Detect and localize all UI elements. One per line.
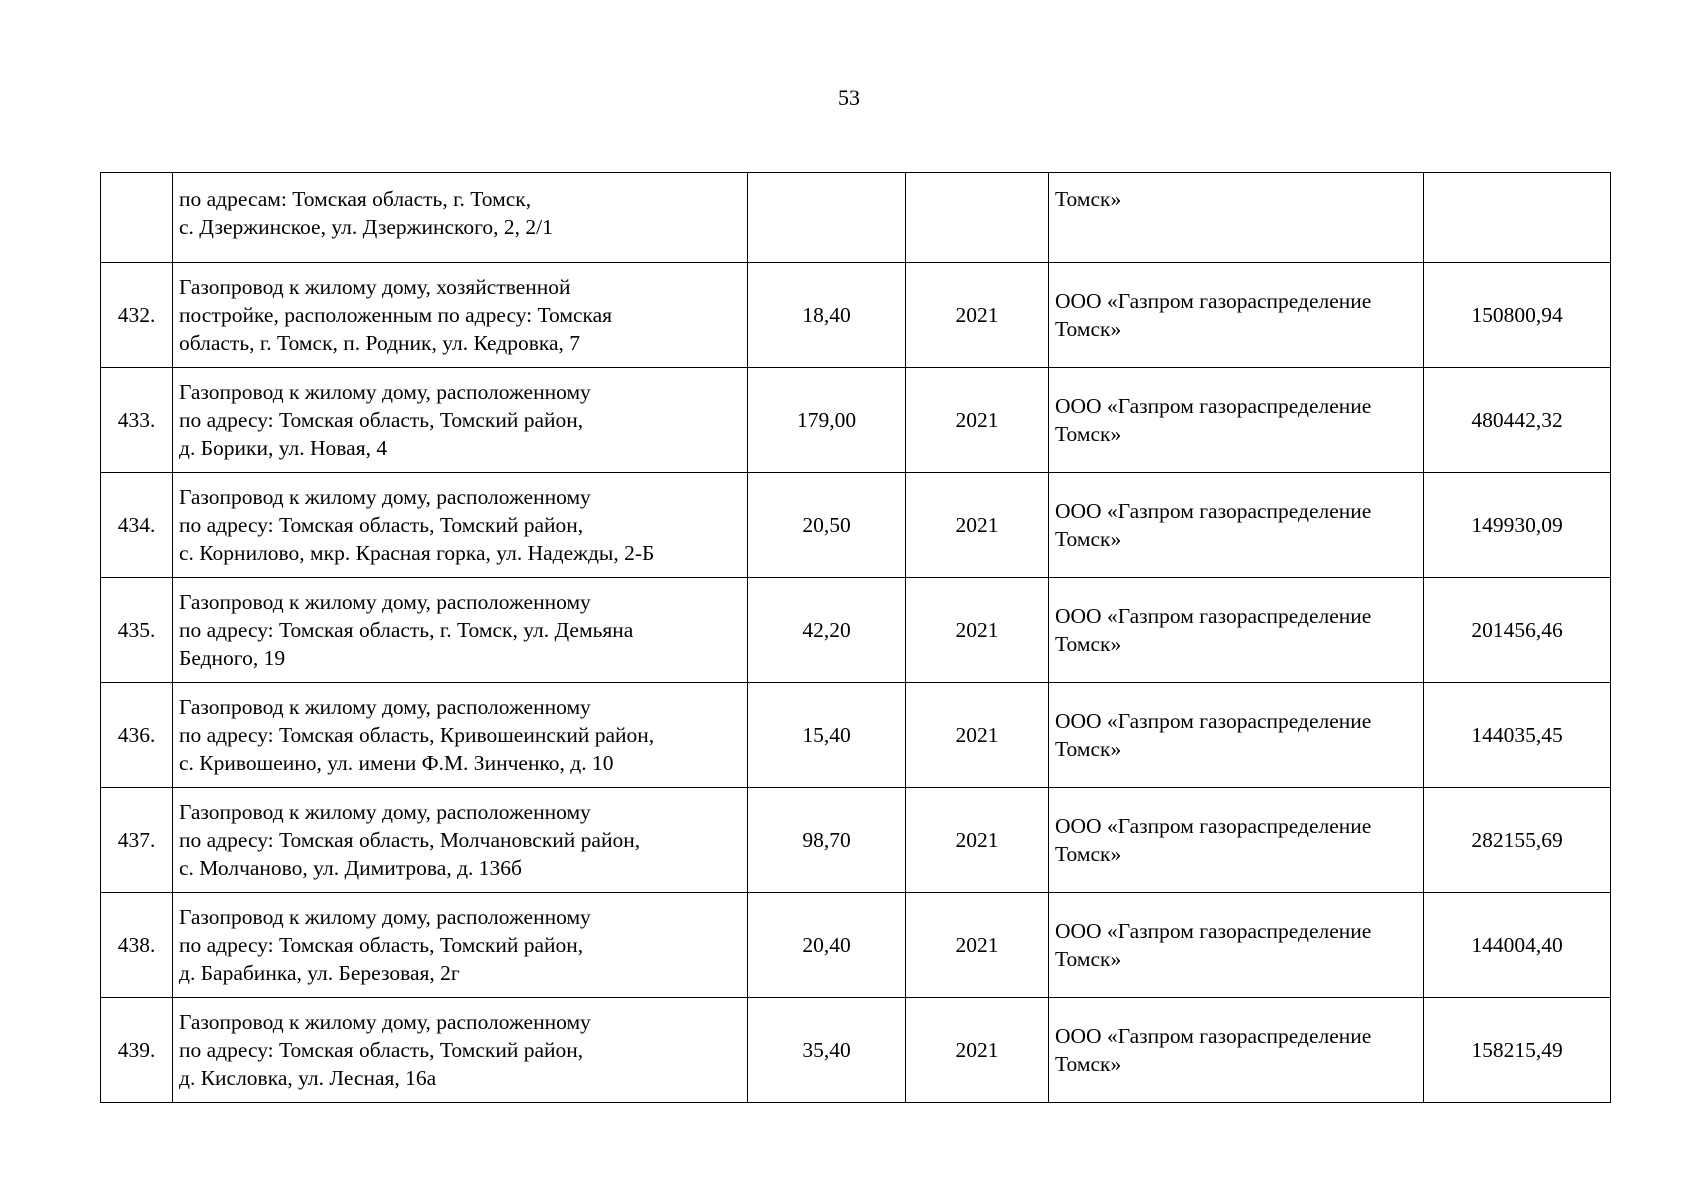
table-row (101, 893, 1611, 998)
cell-num (101, 173, 173, 263)
name-line: д. Барабинка, ул. Березовая, 2г (179, 961, 460, 985)
cell-name (173, 893, 748, 998)
org-line: ООО «Газпром газораспределение (1055, 919, 1372, 943)
org-line: Томск» (1055, 187, 1122, 211)
cell-amount: 144004,40 (1424, 893, 1611, 998)
name-line: область, г. Томск, п. Родник, ул. Кедровка, 7 (179, 331, 581, 355)
org-line: Томск» (1055, 737, 1122, 761)
name-line: по адресу: Томская область, Кривошеинский район, (179, 723, 655, 747)
name-line: Газопровод к жилому дому, расположенному (179, 380, 591, 404)
cell-name (173, 998, 748, 1103)
org-line: Томск» (1055, 632, 1122, 656)
cell-year: 2021 (906, 788, 1049, 893)
org-line: ООО «Газпром газораспределение (1055, 1024, 1372, 1048)
cell-length: 98,70 (748, 788, 906, 893)
cell-org (1049, 578, 1424, 683)
cell-year: 2021 (906, 368, 1049, 473)
org-line: Томск» (1055, 422, 1122, 446)
name-line: по адресу: Томская область, Томский район, (179, 408, 584, 432)
org-line: ООО «Газпром газораспределение (1055, 814, 1372, 838)
cell-amount: 158215,49 (1424, 998, 1611, 1103)
org-line: ООО «Газпром газораспределение (1055, 604, 1372, 628)
cell-name (173, 473, 748, 578)
name-line: с. Кривошеино, ул. имени Ф.М. Зинченко, д. 10 (179, 751, 614, 775)
org-line: Томск» (1055, 317, 1122, 341)
org-line: Томск» (1055, 527, 1122, 551)
name-line: Газопровод к жилому дому, расположенному (179, 1010, 591, 1034)
name-line: Бедного, 19 (179, 646, 286, 670)
table-row (101, 263, 1611, 368)
cell-org (1049, 893, 1424, 998)
org-line: Томск» (1055, 1052, 1122, 1076)
name-line: Газопровод к жилому дому, расположенному (179, 905, 591, 929)
table-row (101, 578, 1611, 683)
name-line: Газопровод к жилому дому, расположенному (179, 485, 591, 509)
name-line: с. Молчаново, ул. Димитрова, д. 136б (179, 856, 522, 880)
cell-year: 2021 (906, 998, 1049, 1103)
cell-num: 434. (101, 473, 173, 578)
org-line: Томск» (1055, 947, 1122, 971)
cell-amount: 480442,32 (1424, 368, 1611, 473)
cell-num: 433. (101, 368, 173, 473)
cell-amount: 144035,45 (1424, 683, 1611, 788)
cell-year: 2021 (906, 473, 1049, 578)
table-row (101, 683, 1611, 788)
cell-org (1049, 368, 1424, 473)
name-line: Газопровод к жилому дому, расположенному (179, 590, 591, 614)
cell-num: 435. (101, 578, 173, 683)
name-line: д. Борики, ул. Новая, 4 (179, 436, 388, 460)
name-line: Газопровод к жилому дому, расположенному (179, 800, 591, 824)
cell-org (1049, 683, 1424, 788)
cell-name (173, 578, 748, 683)
cell-name (173, 368, 748, 473)
org-line: ООО «Газпром газораспределение (1055, 709, 1372, 733)
cell-year: 2021 (906, 578, 1049, 683)
name-line: с. Корнилово, мкр. Красная горка, ул. Надежды, 2-Б (179, 541, 655, 565)
cell-num: 439. (101, 998, 173, 1103)
org-line: Томск» (1055, 842, 1122, 866)
table-row (101, 788, 1611, 893)
cell-amount: 149930,09 (1424, 473, 1611, 578)
org-line: ООО «Газпром газораспределение (1055, 499, 1372, 523)
cell-name (173, 683, 748, 788)
cell-num: 432. (101, 263, 173, 368)
continuation-row (101, 173, 1611, 263)
cell-amount: 201456,46 (1424, 578, 1611, 683)
name-line: по адресу: Томская область, г. Томск, ул. Демьяна (179, 618, 634, 642)
table-row (101, 473, 1611, 578)
cell-amount: 150800,94 (1424, 263, 1611, 368)
cell-length: 20,40 (748, 893, 906, 998)
cell-year: 2021 (906, 263, 1049, 368)
cell-year: 2021 (906, 683, 1049, 788)
registry-table (100, 172, 1611, 1103)
name-line: по адресу: Томская область, Томский район, (179, 933, 584, 957)
name-line: Газопровод к жилому дому, расположенному (179, 695, 591, 719)
cell-length: 18,40 (748, 263, 906, 368)
cell-length: 42,20 (748, 578, 906, 683)
cell-length: 15,40 (748, 683, 906, 788)
cell-org (1049, 998, 1424, 1103)
cell-amount (1424, 173, 1611, 263)
cell-year: 2021 (906, 893, 1049, 998)
cell-num: 437. (101, 788, 173, 893)
cell-name (173, 788, 748, 893)
cell-org (1049, 263, 1424, 368)
name-line: Газопровод к жилому дому, хозяйственной (179, 275, 571, 299)
cell-year (906, 173, 1049, 263)
name-line: с. Дзержинское, ул. Дзержинского, 2, 2/1 (179, 215, 553, 239)
cell-length: 20,50 (748, 473, 906, 578)
name-line: по адресу: Томская область, Томский район, (179, 1038, 584, 1062)
cell-name (173, 263, 748, 368)
cell-amount: 282155,69 (1424, 788, 1611, 893)
cell-length: 179,00 (748, 368, 906, 473)
cell-num: 438. (101, 893, 173, 998)
table-row (101, 368, 1611, 473)
name-line: постройке, расположенным по адресу: Томская (179, 303, 613, 327)
cell-name (173, 173, 748, 263)
page-number: 53 (838, 85, 860, 110)
cell-org (1049, 473, 1424, 578)
org-line: ООО «Газпром газораспределение (1055, 289, 1372, 313)
name-line: по адресу: Томская область, Томский район, (179, 513, 584, 537)
cell-org (1049, 788, 1424, 893)
name-line: по адресу: Томская область, Молчановский район, (179, 828, 641, 852)
name-line: по адресам: Томская область, г. Томск, (179, 187, 532, 211)
cell-length (748, 173, 906, 263)
table-row (101, 998, 1611, 1103)
org-line: ООО «Газпром газораспределение (1055, 394, 1372, 418)
cell-num: 436. (101, 683, 173, 788)
name-line: д. Кисловка, ул. Лесная, 16а (179, 1066, 437, 1090)
cell-length: 35,40 (748, 998, 906, 1103)
cell-org (1049, 173, 1424, 263)
